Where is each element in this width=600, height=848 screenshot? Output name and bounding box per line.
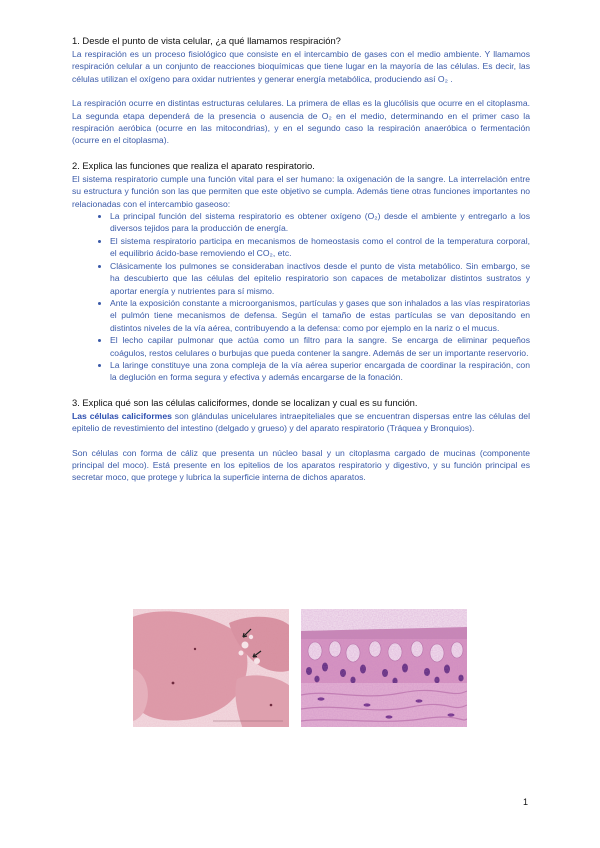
- functions-list: [72, 210, 530, 384]
- answer-3-paragraph-2: Son células con forma de cáliz que presenta un núcleo basal y un citoplasma cargado de mucinas (componente principal del moco). Está presente en los epitelios de los aparatos respiratorio y digestivo, y su función principal es secretar moco, que protege y lubrica la superficie interna de dichos aparatos.: [72, 447, 530, 483]
- list-item: • El sistema respiratorio participa en mecanismos de homeostasis como el control de la temperatura corporal, el equilibrio ácido-base removiendo el CO₂, etc.: [110, 235, 530, 260]
- list-item: • La principal función del sistema respiratorio es obtener oxígeno (O₂) desde el ambiente y entregarlo a los diversos tejidos para la producción de energía.: [110, 210, 530, 235]
- list-item: • Clásicamente los pulmones se consideraban inactivos desde el punto de vista metabólico. Sin embargo, se ha descubierto que las células del epitelio respiratorio son capaces de metabolizar distintos sustratos y aportar energía y nutrientes para sí mismo.: [110, 260, 530, 297]
- answer-2-intro: El sistema respiratorio cumple una función vital para el ser humano: la oxigenación de la sangre. La interrelación entre su estructura y función son las que permiten que este objetivo se cumpla. Además tiene otras funciones importantes no relacionadas con el intercambio gaseoso:: [72, 173, 530, 209]
- question-1: 1. Desde el punto de vista celular, ¿a qué llamamos respiración?: [72, 35, 341, 46]
- micrograph-figures: [133, 609, 467, 727]
- respiratory-epithelium-micrograph: [301, 609, 467, 727]
- list-item: • Ante la exposición constante a microorganismos, partículas y gases que son inhalados a las vías respiratorias el pulmón tiene mecanismos de defensa. Según el tamaño de estas partículas se van depositando en distintos niveles de la vía aérea, contribuyendo a la defensa: como por ejemplo en la nariz o el mucus.: [110, 297, 530, 334]
- question-2: 2. Explica las funciones que realiza el aparato respiratorio.: [72, 159, 315, 171]
- answer-1-paragraph-1: La respiración es un proceso fisiológico que consiste en el intercambio de gases con el medio ambiente. Y llamamos respiración celular a un conjunto de reacciones bioquímicas que tiene lugar en la mayoría de las células. Es decir, las células utilizan el oxígeno para oxidar nutrientes y generar energía metabólica, produciendo así O₂ .: [72, 49, 530, 84]
- question-3: 3. Explica qué son las células caliciformes, donde se localizan y cual es su función.: [72, 396, 418, 408]
- intestine-micrograph: [133, 609, 289, 727]
- answer-1-paragraph-2: La respiración ocurre en distintas estructuras celulares. La primera de ellas es la glucólisis que ocurre en el citoplasma. La segunda etapa dependerá de la presencia o ausencia de O₂ en el medio, determinando en el primer caso la respiración aeróbica (ocurre en las mitocondrias), y en el segundo caso la respiración anaeróbica o fermentación (ocurre en el citoplasma).: [72, 98, 530, 146]
- bold-term: Las células caliciformes: [72, 410, 172, 421]
- page-number: 1: [522, 797, 528, 807]
- answer-3-paragraph-1-text: son glándulas unicelulares intraepiteliales que se encuentran dispersas entre las células del epitelio de revestimiento del intestino (delgado y grueso) y del aparato respiratorio (Tráquea y Bronquios).: [72, 410, 530, 434]
- list-item: • El lecho capilar pulmonar que actúa como un filtro para la sangre. Se encarga de eliminar pequeños coágulos, restos celulares o burbujas que pueda contener la sangre. Además de ser un importante reservorio.: [110, 334, 530, 359]
- document-body: [72, 34, 530, 484]
- list-item: • La laringe constituye una zona compleja de la vía aérea superior encargada de coordinar la respiración, con la deglución en forma segura y efectiva y además encargarse de la fonación.: [110, 359, 530, 384]
- answer-3-paragraph-1: [72, 410, 530, 435]
